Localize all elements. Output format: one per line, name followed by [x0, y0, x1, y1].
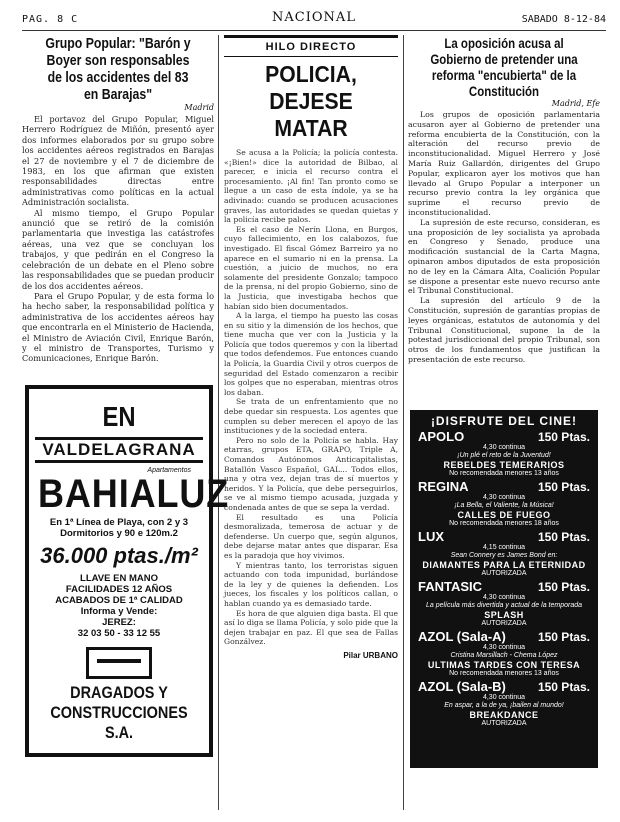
showtime: 4,30 continua	[482, 494, 526, 501]
paragraph: Al mismo tiempo, el Grupo Popular anunció que se retiró de la comisión parlamentaria que investiga las catástrofes aéreas, una vez que se concluyan los trabajos, y que pedirán en el Congreso la celebración de un debate en el Pleno sobre las responsabilidades que se puedan producir de los dos accidentes aéreos.	[22, 207, 214, 291]
cinema-list	[418, 430, 590, 728]
paragraph: A la larga, el tiempo ha puesto las cosas en su sitio y la dimensión de los hechos, que tiene mucha que ver con la Justicia y la Policía que todos queremos y con la libertad que todos defendemos. Fue entonces cuando la Policía, la Guardia Civil y otros cuerpos de seguridad del Estado comenzaron a recibir los golpes que no esperaban, mientras otros los daban.	[224, 311, 398, 397]
company-name: CONSTRUCCIONES S.A.	[50, 703, 188, 742]
middle-headline: POLICIA, DEJESE MATAR	[265, 61, 357, 141]
paragraph: La supresión de este recurso, consideran, es una proposición de ley socialista ya aprobada en Congreso y Senado, produce una modificación sustancial de la Carta Magna, opinaron ambos diputados de esta proposición no de ley en la Cámara Alta, Coalición Popular se dispone a presentar este nuevo recurso ante el Tribunal Constitucional.	[408, 217, 600, 296]
right-article	[408, 35, 600, 365]
ad-line: Informa y Vende:	[80, 606, 158, 617]
paragraph: Los grupos de oposición parlamentaria acusaron ayer al Gobierno de pretender una reforma encubierta de la Constitución, con la alteración del recurso previo de inconstitucionalidad. Miguel Herrero y José María Ruiz Gallardón, dirigentes del Grupo Popular, explicaron ayer los motivos que han llevado al Grupo Popular a interponer un recurso previo contra la ley orgánica que suprime el recurso previo de inconstitucionalidad.	[408, 110, 600, 217]
right-headline: La oposición acusa al Gobierno de pretender una reforma "encubierta" de la Constitución	[430, 35, 578, 99]
cinema-price: 150 Ptas.	[537, 480, 590, 494]
left-article	[22, 35, 214, 364]
ad-brand: BAHIALUZ	[38, 472, 230, 516]
paragraph: Se acusa a la Policía; la policía contesta. «¡Bien!» dice la autoridad de Bilbao, al parecer, e inicia el recurso contra el procesamiento. ¡Al fin! Tan pronto como se llegue a un caso de esta índole, ya se ha adivinado: cuando se producen acusaciones graves, las autoridades se quedan quietas y la policía recibe palos.	[224, 148, 398, 225]
cinema-name: REGINA	[418, 479, 469, 494]
paragraph: Es hora de que alguien diga basta. El que así lo diga se llama Policía, y solo pide que la dejen trabajar en paz. El que sea de Fallas Gonzálvez.	[224, 608, 398, 647]
showtime: 4,30 continua	[482, 644, 526, 651]
cinema-price: 150 Ptas.	[537, 630, 590, 644]
film-note: La película más divertida y actual de la temporada	[425, 602, 583, 609]
film-rating: AUTORIZADA	[481, 620, 527, 627]
cinema-row	[418, 530, 590, 544]
ad-line: ACABADOS DE 1ª CALIDAD	[55, 595, 183, 606]
showtime: 4,15 continua	[482, 544, 526, 551]
film-rating: No recomendada menores 18 años	[449, 520, 559, 527]
paragraph: Se trata de un enfrentamiento que no debe quedar sin respuesta. Los agentes que cumplen su deber merecen el apoyo de las instituciones y de la sociedad entera.	[224, 397, 398, 436]
header-rule	[22, 30, 606, 31]
ad-line: JEREZ:	[102, 617, 136, 628]
film-title: DIAMANTES PARA LA ETERNIDAD	[422, 560, 586, 570]
middle-article	[224, 35, 398, 660]
cinema-row	[418, 680, 590, 694]
paragraph: Y mientras tanto, los terroristas siguen actuando con toda impunidad, burlándose de la ley y de quienes la defienden. Los jueces, los fiscales y los políticos callan, o hablan cuando ya es demasiado tarde.	[224, 560, 398, 608]
cinema-entry	[418, 580, 590, 628]
paragraph: La supresión del artículo 9 de la Constitución, supresión de garantías propias de leyes orgánicas, estatutos de autonomía y del Tribunal Constitucional, supone la de la potestad jurisdiccional del propio Tribunal, son otros de los fundamentos que justifican la presentación de este recurso.	[408, 296, 600, 364]
film-title: SPLASH	[484, 610, 524, 620]
showtime: 4,30 continua	[482, 444, 526, 451]
page-header	[22, 8, 606, 30]
left-headline: Grupo Popular: "Barón y Boyer son responsables de los accidentes del 83 en Barajas"	[45, 35, 191, 103]
ad-line: FACILIDADES 12 AÑOS	[65, 584, 173, 595]
paragraph: El resultado es una Policía desmoralizada, temerosa de actuar y de defenderse. Un cuerpo que, según algunos, debe dejarse matar antes que disparar. Esa es la paradoja que hoy vivimos.	[224, 512, 398, 560]
right-body	[408, 110, 600, 365]
cinema-price: 150 Ptas.	[537, 430, 590, 444]
ad-apartments: Apartamentos	[147, 467, 191, 474]
film-note: En aspar, a la de ya, ¡bailen al mundo!	[444, 702, 564, 709]
film-title: REBELDES TEMERARIOS	[443, 460, 565, 470]
cinema-ad	[410, 410, 598, 768]
film-rating: AUTORIZADA	[481, 720, 527, 727]
left-byline: Madrid	[184, 103, 214, 112]
cinema-price: 150 Ptas.	[537, 580, 590, 594]
ad-en: EN	[102, 401, 136, 432]
cinema-entry	[418, 480, 590, 528]
film-note: Cristina Marsillach - Chema López	[450, 652, 558, 659]
film-note: ¡La Bella, el Valiente, la Música!	[454, 502, 554, 509]
cinema-entry	[418, 430, 590, 478]
cinema-entry	[418, 530, 590, 578]
page-number: PAG. 8 C	[22, 14, 79, 25]
film-title: BREAKDANCE	[469, 710, 539, 720]
ad-town: VALDELAGRANA	[35, 437, 203, 463]
company-name: DRAGADOS Y	[70, 683, 168, 702]
film-note: Sean Connery es James Bond en:	[450, 552, 558, 559]
cinema-name: AZOL (Sala-A)	[418, 629, 506, 644]
real-estate-ad	[25, 385, 230, 757]
film-rating: No recomendada menores 13 años	[449, 470, 559, 477]
paragraph: Es el caso de Nerín Llona, en Burgos, cuyo fallecimiento, en los calabozos, fue investigado. El fiscal Gómez Barreiro ya no aparece en el sumario ni en la prensa. La cuestión, a juicio de muchos, no era solamente del presidente Gonzalo; tampoco de la prensa, ni del propio Gobierno, sino de la Justicia, que investigaba hechos que habían sido bien documentados.	[224, 224, 398, 311]
company-logo-icon	[86, 647, 152, 679]
middle-kicker: HILO DIRECTO	[224, 35, 398, 57]
cinema-name: APOLO	[418, 429, 465, 444]
issue-date: SABADO 8-12-84	[521, 14, 606, 25]
cinema-row	[418, 480, 590, 494]
cine-top: ¡DISFRUTE DEL CINE!	[430, 414, 578, 428]
film-title: CALLES DE FUEGO	[457, 510, 551, 520]
ad-price: 36.000 ptas./m²	[40, 543, 198, 568]
cinema-price: 150 Ptas.	[537, 530, 590, 544]
film-rating: AUTORIZADA	[481, 570, 527, 577]
right-byline: Madrid, Efe	[551, 99, 600, 108]
paragraph: Pero no solo de la Policía se habla. Hay etarras, grupos ETA, GRAPO, Triple A, Comandos Autónomos Anticapitalistas, Batallón Vasco Español, GAL... Todos ellos, una y otra vez, dejan tras de sí muertos y heridos. Y la Policía, que debe perseguirlos, se ve al mismo tiempo acusada, juzgada y condenada antes de que se sepa la verdad.	[224, 435, 398, 512]
showtime: 4,30 continua	[482, 694, 526, 701]
cinema-name: LUX	[418, 529, 444, 544]
paragraph: Para el Grupo Popular, y de esta forma lo ha hecho saber, la responsabilidad política y administrativa de los accidentes aéreos hay que encontrarla en el Ministerio de Hacienda, el Ministro de Aviación Civil, Enrique Barón, y el ministro de Transportes, Turismo y Comunicaciones, Enrique Barón.	[22, 290, 214, 364]
section-title: NACIONAL	[272, 10, 356, 25]
ad-line: En 1ª Línea de Playa, con 2 y 3	[49, 517, 189, 528]
cinema-entry	[418, 680, 590, 728]
middle-body	[224, 148, 398, 647]
film-title: ULTIMAS TARDES CON TERESA	[427, 660, 581, 670]
ad-line: LLAVE EN MANO	[80, 573, 158, 584]
cinema-name: AZOL (Sala-B)	[418, 679, 506, 694]
cinema-entry	[418, 630, 590, 678]
paragraph: El portavoz del Grupo Popular, Miguel Herrero Rodríguez de Miñón, presentó ayer dos informes elaborados por su grupo sobre los accidentes aéreos registrados en Barajas el 27 de noviembre y el 7 de diciembre de 1983, en los que afirman que existen responsabilidades directas entre administrativas como políticas en la actual Administración socialista.	[22, 114, 214, 208]
showtime: 4,30 continua	[482, 594, 526, 601]
film-rating: No recomendada menores 13 años	[449, 670, 559, 677]
cinema-name: FANTASIC	[418, 579, 483, 594]
left-body	[22, 114, 214, 364]
ad-phones: 32 03 50 - 33 12 55	[77, 628, 161, 639]
column-divider	[218, 35, 219, 810]
column-divider	[403, 35, 404, 810]
cinema-row	[418, 580, 590, 594]
film-note: ¡Un plé el reto de la Juventud!	[457, 452, 551, 459]
author-signature: Pilar URBANO	[343, 650, 398, 660]
cinema-price: 150 Ptas.	[537, 680, 590, 694]
cinema-row	[418, 430, 590, 444]
cinema-row	[418, 630, 590, 644]
ad-line: Dormitorios y 90 e 120m.2	[60, 528, 178, 539]
